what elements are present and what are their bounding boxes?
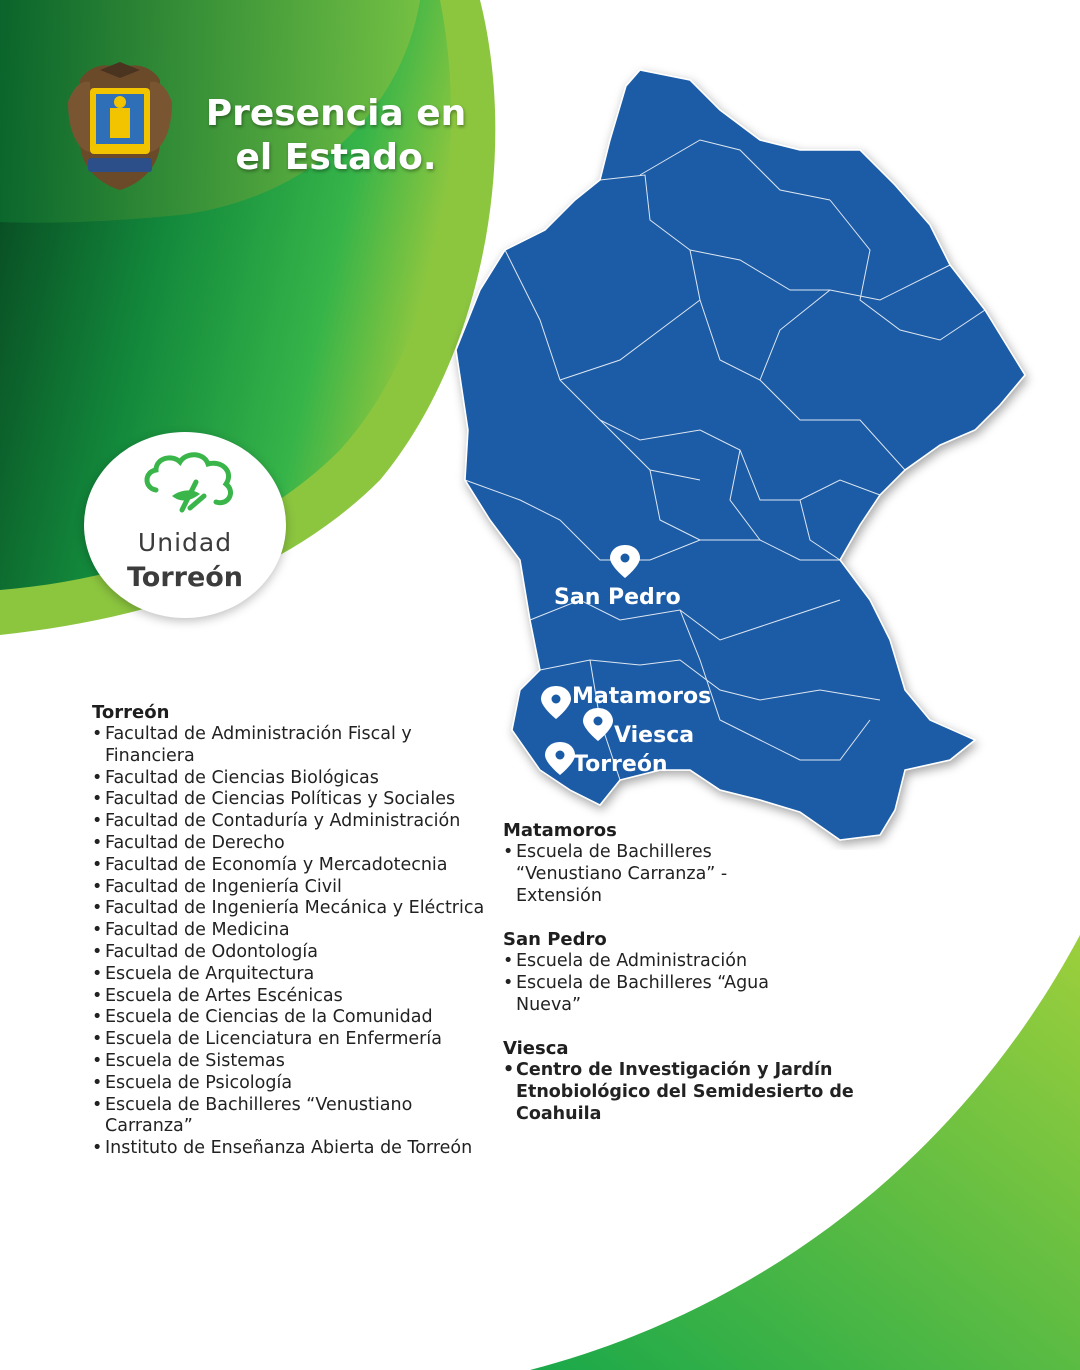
torreon-section (92, 702, 492, 1160)
pin-label-san-pedro: San Pedro (554, 585, 681, 610)
unit-label: Unidad (137, 528, 233, 557)
section-title: San Pedro (503, 929, 607, 950)
list-item: • Escuela de Licenciatura en Enfermería (92, 1029, 492, 1051)
list-item: • Escuela de Administración (503, 951, 833, 973)
title-line-2: el Estado. (235, 137, 437, 178)
unit-name: Torreón (126, 562, 244, 593)
pin-label-matamoros: Matamoros (572, 684, 712, 709)
cotton-boll-icon (142, 450, 238, 516)
pin-label-viesca: Viesca (614, 723, 695, 748)
section-title: Viesca (503, 1038, 569, 1059)
list-item: • Facultad de Contaduría y Administración (92, 811, 492, 833)
page-title (186, 92, 486, 180)
university-seal-icon (60, 62, 180, 192)
list-item: • Facultad de Medicina (92, 920, 492, 942)
list-item: • Escuela de Artes Escénicas (92, 986, 492, 1008)
list-item: • Escuela de Psicología (92, 1073, 492, 1095)
list-item: • Facultad de Derecho (92, 833, 492, 855)
matamoros-list (503, 842, 753, 907)
list-item: • Escuela de Arquitectura (92, 964, 492, 986)
list-item: • Facultad de Odontología (92, 942, 492, 964)
list-item: • Centro de Investigación y Jardín Etnobiológico del Semidesierto de Coahuila (503, 1060, 883, 1125)
pin-label-torreon: Torreón (573, 752, 668, 777)
list-item: • Facultad de Administración Fiscal y Financiera (92, 724, 492, 768)
list-item: • Escuela de Ciencias de la Comunidad (92, 1007, 492, 1029)
section-title: Torreón (92, 702, 170, 723)
state-map (450, 60, 1040, 850)
matamoros-section (503, 820, 753, 907)
section-title: Matamoros (503, 820, 617, 841)
list-item: • Facultad de Ciencias Políticas y Sociales (92, 789, 492, 811)
list-item: • Escuela de Sistemas (92, 1051, 492, 1073)
list-item: • Escuela de Bachilleres “Agua Nueva” (503, 973, 833, 1017)
san-pedro-list (503, 951, 833, 1016)
list-item: • Escuela de Bachilleres “Venustiano Carranza” (92, 1095, 492, 1139)
list-item: • Facultad de Ingeniería Civil (92, 877, 492, 899)
list-item: • Escuela de Bachilleres “Venustiano Carranza” - Extensión (503, 842, 753, 907)
list-item: • Facultad de Economía y Mercadotecnia (92, 855, 492, 877)
list-item: • Facultad de Ciencias Biológicas (92, 768, 492, 790)
list-item: • Facultad de Ingeniería Mecánica y Eléctrica (92, 898, 492, 920)
san-pedro-section (503, 929, 833, 1016)
state-outline (456, 70, 1025, 840)
viesca-section (503, 1038, 883, 1125)
unit-badge (84, 432, 286, 618)
title-line-1: Presencia en (205, 93, 467, 134)
viesca-list (503, 1060, 883, 1125)
torreon-list (92, 724, 492, 1160)
list-item: • Instituto de Enseñanza Abierta de Torreón (92, 1138, 492, 1160)
